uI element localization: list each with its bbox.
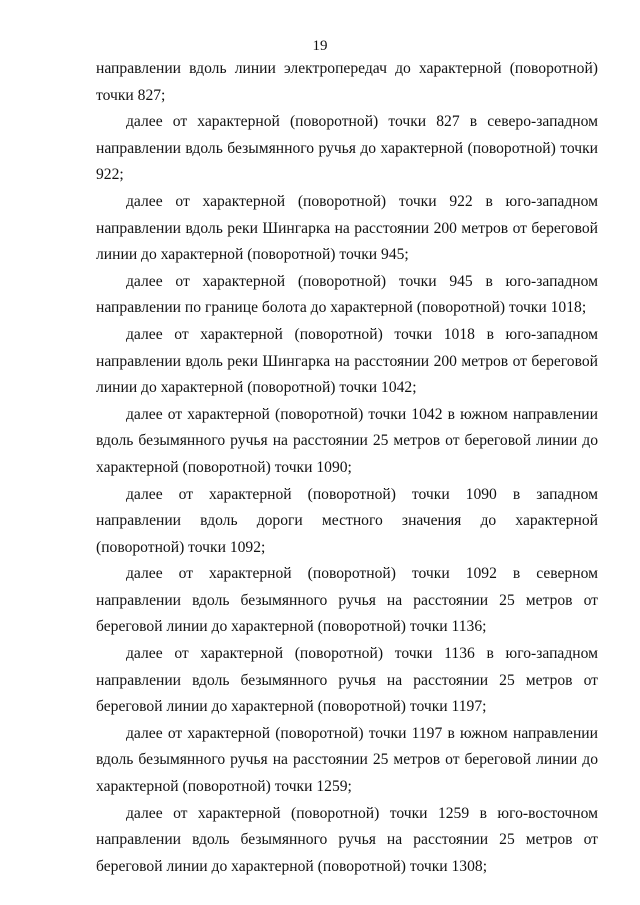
paragraph-point-1136: далее от характерной (поворотной) точки 1136 в юго-западном направлении вдоль безымянного ручья на расстоянии 25 метров от береговой линии до характерной (поворотной) точки 1197; [96,645,598,716]
paragraph-point-1090: далее от характерной (поворотной) точки 1090 в западном направлении вдоль дороги местного значения до характерной (поворотной) точки 1092; [96,485,598,556]
paragraph-continuation: направлении вдоль линии электропередач до характерной (поворотной) точки 827; [96,60,598,104]
paragraph-point-922: далее от характерной (поворотной) точки 922 в юго-западном направлении вдоль реки Шингарка на расстоянии 200 метров от береговой линии до характерной (поворотной) точки 945; [96,192,598,264]
paragraph-point-827: далее от характерной (поворотной) точки 827 в северо-западном направлении вдоль безымянного ручья до характерной (поворотной) точки 922; [96,113,598,184]
paragraph-point-1042: далее от характерной (поворотной) точки 1042 в южном направлении вдоль безымянного ручья на расстоянии 25 метров от береговой линии до характерной (поворотной) точки 1090; [96,405,598,476]
page-number: 19 [312,38,328,54]
paragraph-point-945: далее от характерной (поворотной) точки 945 в юго-западном направлении по границе болота до характерной (поворотной) точки 1018; [96,272,598,317]
paragraph-point-1092: далее от характерной (поворотной) точки 1092 в северном направлении вдоль безымянного ручья на расстоянии 25 метров от береговой линии до характерной (поворотной) точки 1136; [96,565,598,636]
paragraph-point-1018: далее от характерной (поворотной) точки 1018 в юго-западном направлении вдоль реки Шингарка на расстоянии 200 метров от береговой линии до характерной (поворотной) точки 1042; [96,325,598,397]
paragraph-point-1197: далее от характерной (поворотной) точки 1197 в южном направлении вдоль безымянного ручья на расстоянии 25 метров от береговой линии до характерной (поворотной) точки 1259; [96,724,598,796]
paragraph-point-1259: далее от характерной (поворотной) точки 1259 в юго-восточном направлении вдоль безымянного ручья на расстоянии 25 метров от береговой линии до характерной (поворотной) точки 1308; [96,804,598,875]
document-body [96,56,598,880]
